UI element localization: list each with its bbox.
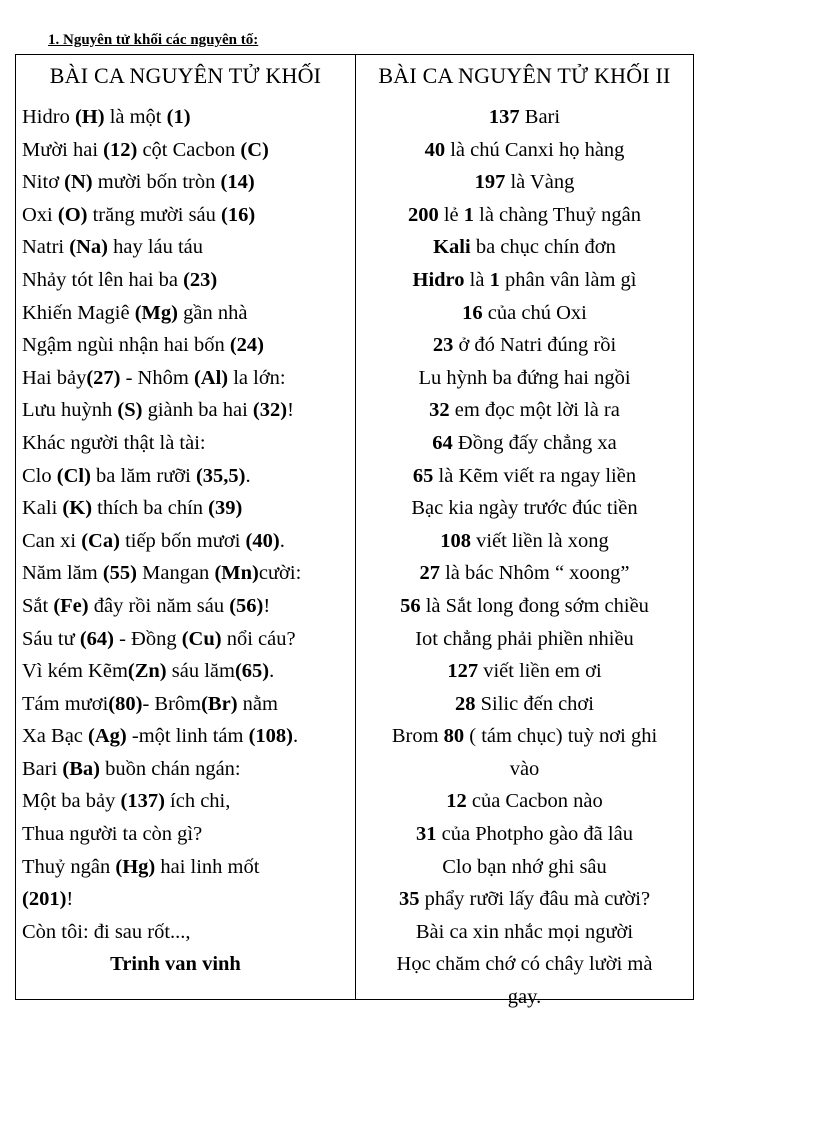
left-poem-line: Kali (K) thích ba chín (39)	[22, 497, 243, 520]
left-poem-line: Can xi (Ca) tiếp bốn mươi (40).	[22, 529, 285, 552]
left-poem-line: Thuỷ ngân (Hg) hai linh mốt	[22, 855, 260, 878]
right-poem-line: 27 là bác Nhôm “ xoong”	[419, 562, 630, 585]
left-poem-line: Còn tôi: đi sau rốt...,	[22, 920, 191, 943]
right-poem-line: 12 của Cacbon nào	[446, 790, 603, 813]
left-poem-line: Sắt (Fe) đây rồi năm sáu (56)!	[22, 594, 271, 617]
right-poem-lines	[356, 101, 693, 1014]
left-poem-line: Xa Bạc (Ag) -một linh tám (108).	[22, 725, 299, 748]
right-poem-line: 137 Bari	[488, 106, 561, 128]
left-poem-line: Tám mươi(80)- Brôm(Br) nằm	[22, 692, 278, 715]
right-poem-line: vào	[509, 757, 540, 780]
left-poem-lines	[16, 101, 355, 981]
left-poem-line: Thua người ta còn gì?	[22, 823, 203, 846]
left-poem-line: Một ba bảy (137) ích chi,	[22, 790, 231, 813]
left-poem-line: Ngậm ngùi nhận hai bốn (24)	[22, 334, 264, 357]
right-poem-line: 197 là Vàng	[474, 171, 575, 194]
left-poem-line: Hai bảy(27) - Nhôm (Al) la lớn:	[22, 366, 286, 389]
left-poem-line: Mười hai (12) cột Cacbon (C)	[22, 138, 269, 161]
right-poem-line: 127 viết liền em ơi	[447, 660, 602, 683]
right-poem-line: Bạc kia ngày trước đúc tiền	[411, 497, 638, 520]
left-poem-line: Vì kém Kẽm(Zn) sáu lăm(65).	[22, 660, 275, 683]
right-poem-line: gay.	[507, 986, 542, 1009]
right-poem-line: 31 của Photpho gào đã lâu	[416, 823, 633, 846]
right-poem-line: 32 em đọc một lời là ra	[429, 399, 620, 422]
right-poem-line: 23 ở đó Natri đúng rồi	[432, 334, 617, 357]
section-heading: 1. Nguyên tử khối các nguyên tố:	[48, 32, 259, 48]
left-poem-line: Bari (Ba) buồn chán ngán:	[22, 757, 241, 780]
left-poem-line: Oxi (O) trăng mười sáu (16)	[22, 203, 256, 226]
right-poem-line: Hidro là 1 phân vân làm gì	[412, 268, 637, 291]
left-poem-line: Nhảy tót lên hai ba (23)	[22, 268, 218, 291]
left-poem-line: Natri (Na) hay láu táu	[22, 236, 204, 259]
right-poem-line: 40 là chú Canxi họ hàng	[424, 138, 625, 161]
right-poem-line: 35 phẩy rưỡi lấy đâu mà cười?	[398, 888, 651, 911]
right-column-title: BÀI CA NGUYÊN TỬ KHỐI II	[378, 63, 671, 88]
right-poem-line: 16 của chú Oxi	[462, 301, 587, 324]
right-poem-line: 56 là Sắt long đong sớm chiều	[400, 594, 649, 617]
right-poem-line: 200 lẻ 1 là chàng Thuỷ ngân	[407, 203, 642, 226]
poem-table	[15, 54, 694, 1009]
right-poem-line: Clo bạn nhớ ghi sâu	[442, 855, 607, 878]
left-poem-line: Khác người thật là tài:	[22, 431, 206, 454]
left-poem-line: Hidro (H) là một (1)	[22, 106, 191, 128]
right-poem-line: 64 Đồng đấy chẳng xa	[432, 431, 617, 454]
left-poem-line: Nitơ (N) mười bốn tròn (14)	[22, 171, 255, 194]
right-column	[356, 55, 693, 1009]
right-poem-line: 108 viết liền là xong	[440, 529, 609, 552]
right-poem-line: Iot chẳng phải phiền nhiều	[415, 627, 634, 650]
left-poem-line: (201)!	[22, 888, 74, 911]
right-poem-line: 28 Silic đến chơi	[455, 692, 594, 715]
right-poem-line: Lu hỳnh ba đứng hai ngồi	[418, 366, 631, 389]
left-poem-line: Lưu huỳnh (S) giành ba hai (32)!	[22, 399, 294, 422]
right-poem-line: Học chăm chớ có chây lười mà	[396, 953, 653, 976]
left-poem-line: Năm lăm (55) Mangan (Mn)cười:	[22, 562, 302, 585]
left-poem-line: Khiến Magiê (Mg) gần nhà	[22, 301, 248, 324]
right-poem-line: Kali ba chục chín đơn	[433, 236, 616, 259]
right-poem-line: Brom 80 ( tám chục) tuỳ nơi ghi	[391, 725, 658, 748]
right-poem-line: Bài ca xin nhắc mọi người	[415, 920, 634, 943]
right-poem-line: 65 là Kẽm viết ra ngay liền	[412, 464, 637, 487]
left-poem-line: Clo (Cl) ba lăm rưỡi (35,5).	[22, 464, 251, 487]
left-column	[16, 55, 356, 999]
left-poem-line: Sáu tư (64) - Đồng (Cu) nổi cáu?	[22, 627, 296, 650]
left-column-title: BÀI CA NGUYÊN TỬ KHỐI	[49, 63, 322, 88]
author-signature: Trinh van vinh	[110, 953, 241, 976]
